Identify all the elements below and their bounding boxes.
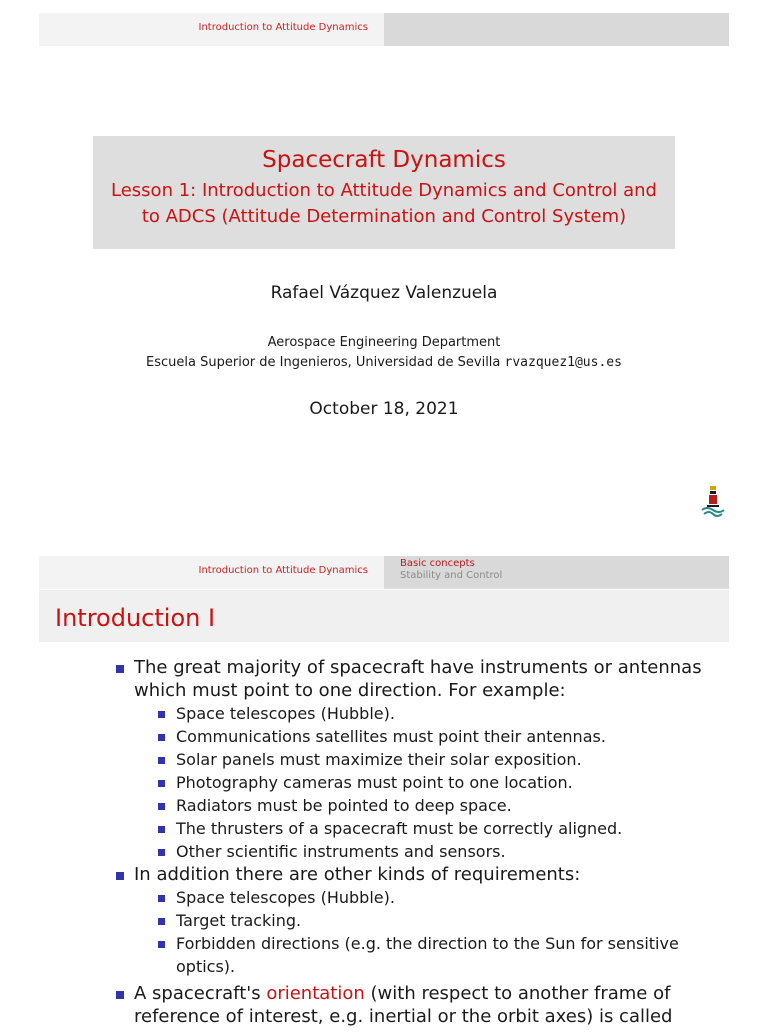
list-item bbox=[39, 932, 729, 978]
content-slide bbox=[39, 556, 729, 1036]
slide-content bbox=[39, 656, 729, 1028]
institution-line bbox=[39, 353, 729, 373]
list-item-line-1: Forbidden directions (e.g. the direction to the Sun for sensitive bbox=[176, 934, 679, 953]
bullet-1-line-2: which must point to one direction. For example: bbox=[134, 680, 566, 701]
bullet-3-pre: A spacecraft's bbox=[134, 983, 261, 1004]
nav-section-current[interactable]: Basic concepts bbox=[400, 558, 475, 569]
list-item: Other scientific instruments and sensors. bbox=[39, 840, 729, 863]
slide1-header-nav bbox=[384, 13, 729, 46]
orientation-term: orientation bbox=[266, 983, 365, 1004]
bullet-3 bbox=[39, 982, 729, 1028]
bullet-1 bbox=[39, 656, 729, 702]
slide2-navbar bbox=[39, 556, 729, 589]
author-name: Rafael Vázquez Valenzuela bbox=[270, 283, 498, 303]
list-item-line-2: optics). bbox=[176, 957, 236, 976]
presentation-date: October 18, 2021 bbox=[309, 399, 459, 419]
frame-title: Introduction I bbox=[39, 590, 729, 642]
bullet-1-line-1: The great majority of spacecraft have instruments or antennas bbox=[134, 657, 702, 678]
author-email: rvazquez1@us.es bbox=[504, 355, 622, 370]
institute-block bbox=[39, 333, 729, 373]
slide2-header-title[interactable]: Introduction to Attitude Dynamics bbox=[39, 556, 384, 589]
bullet-3-line-1 bbox=[134, 982, 729, 1005]
section-nav bbox=[384, 556, 729, 589]
list-item: Solar panels must maximize their solar exposition. bbox=[39, 748, 729, 771]
presentation-subtitle bbox=[93, 178, 675, 230]
list-item: Space telescopes (Hubble). bbox=[39, 886, 729, 909]
slide1-header-title: Introduction to Attitude Dynamics bbox=[39, 13, 384, 46]
bullet-3-line-2: reference of interest, e.g. inertial or the orbit axes) is called bbox=[134, 1006, 673, 1027]
department: Aerospace Engineering Department bbox=[267, 335, 501, 350]
list-item: Communications satellites must point their antennas. bbox=[39, 725, 729, 748]
institution: Escuela Superior de Ingenieros, Universidad de Sevilla bbox=[146, 355, 501, 370]
list-item: The thrusters of a spacecraft must be correctly aligned. bbox=[39, 817, 729, 840]
title-slide bbox=[39, 13, 729, 530]
title-box bbox=[93, 136, 675, 249]
bullet-2: In addition there are other kinds of requirements: bbox=[39, 863, 729, 886]
subtitle-line-2: to ADCS (Attitude Determination and Control System) bbox=[141, 206, 627, 227]
subtitle-line-1: Lesson 1: Introduction to Attitude Dynamics and Control and bbox=[111, 180, 657, 201]
university-logo-icon bbox=[701, 485, 725, 517]
nav-section-other[interactable]: Stability and Control bbox=[400, 570, 503, 581]
list-item: Target tracking. bbox=[39, 909, 729, 932]
list-item: Radiators must be pointed to deep space. bbox=[39, 794, 729, 817]
bullet-3-post: (with respect to another frame of bbox=[370, 983, 671, 1004]
slide1-navbar bbox=[39, 13, 729, 46]
presentation-title: Spacecraft Dynamics bbox=[262, 147, 506, 173]
list-item: Space telescopes (Hubble). bbox=[39, 702, 729, 725]
list-item: Photography cameras must point to one location. bbox=[39, 771, 729, 794]
